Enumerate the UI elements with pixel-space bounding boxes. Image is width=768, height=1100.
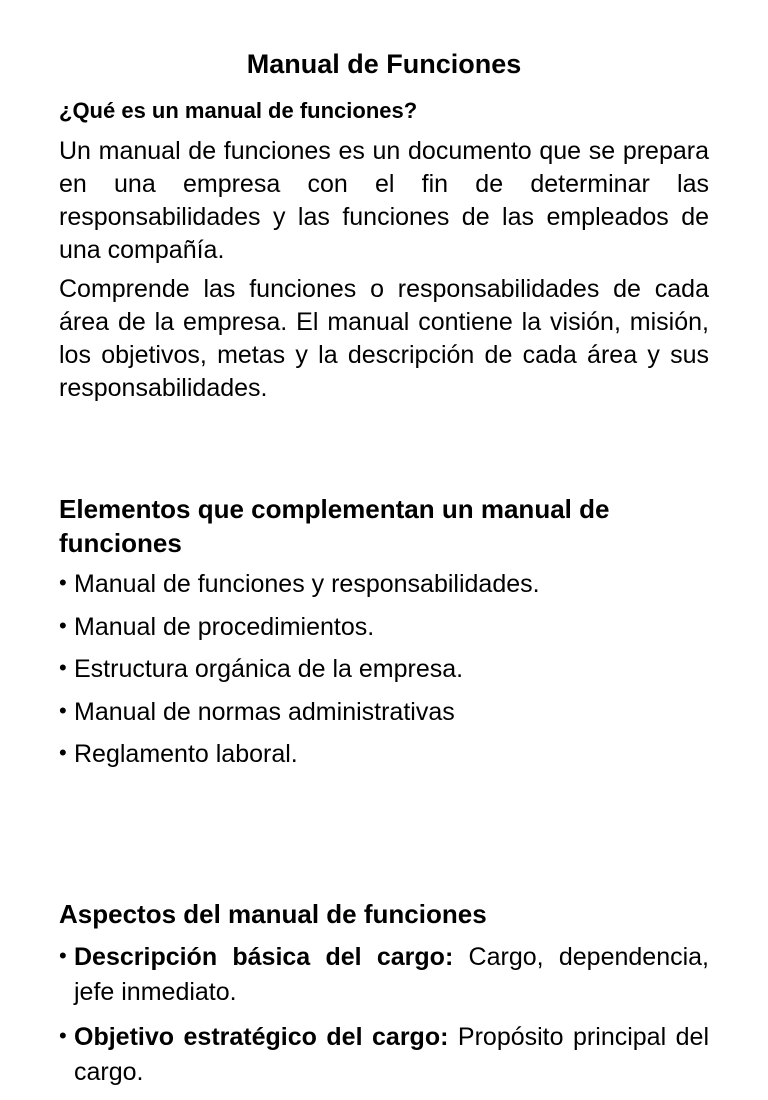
list-item	[59, 1020, 709, 1090]
question-heading: ¿Qué es un manual de funciones?	[59, 98, 418, 123]
bullet-icon: •	[59, 943, 67, 968]
bullet-icon: •	[59, 655, 67, 680]
bullet-icon: •	[59, 570, 67, 595]
list-item-text: Manual de procedimientos.	[74, 612, 375, 641]
elements-list	[59, 568, 709, 781]
aspect-lead: Descripción básica del cargo:	[74, 943, 454, 971]
aspects-heading: Aspectos del manual de funciones	[59, 899, 487, 929]
aspect-lead: Objetivo estratégico del cargo:	[74, 1023, 449, 1051]
list-item	[59, 568, 709, 611]
document-title: Manual de Funciones	[246, 49, 522, 79]
list-item	[59, 696, 709, 739]
aspect-text: Cargo, dependencia, jefe inmediato.	[74, 943, 709, 1006]
elements-heading: Elementos que complementan un manual de funciones	[59, 494, 610, 558]
list-item	[59, 611, 709, 654]
list-item	[59, 653, 709, 696]
list-item-text: Manual de funciones y responsabilidades.	[74, 570, 540, 598]
bullet-icon: •	[59, 697, 67, 723]
list-item	[59, 940, 709, 1010]
list-item-text: Reglamento laboral.	[74, 740, 298, 768]
definition-paragraph: Un manual de funciones es un documento que se prepara en una empresa con el fin de determinar las responsabilidades y las funciones de las empleados de una compañía.	[59, 137, 709, 264]
aspect-text: Propósito principal del cargo.	[74, 1023, 709, 1086]
bullet-icon: •	[59, 740, 67, 765]
list-item-text: Manual de normas administrativas	[74, 697, 455, 726]
bullet-icon: •	[59, 1023, 67, 1048]
list-item-text: Estructura orgánica de la empresa.	[74, 655, 464, 683]
aspects-list	[59, 940, 709, 1100]
list-item	[59, 738, 709, 781]
bullet-icon: •	[59, 612, 67, 638]
scope-paragraph: Comprende las funciones o responsabilidades de cada área de la empresa. El manual contiene la visión, misión, los objetivos, metas y la descripción de cada área y sus responsabilidades.	[59, 275, 709, 402]
